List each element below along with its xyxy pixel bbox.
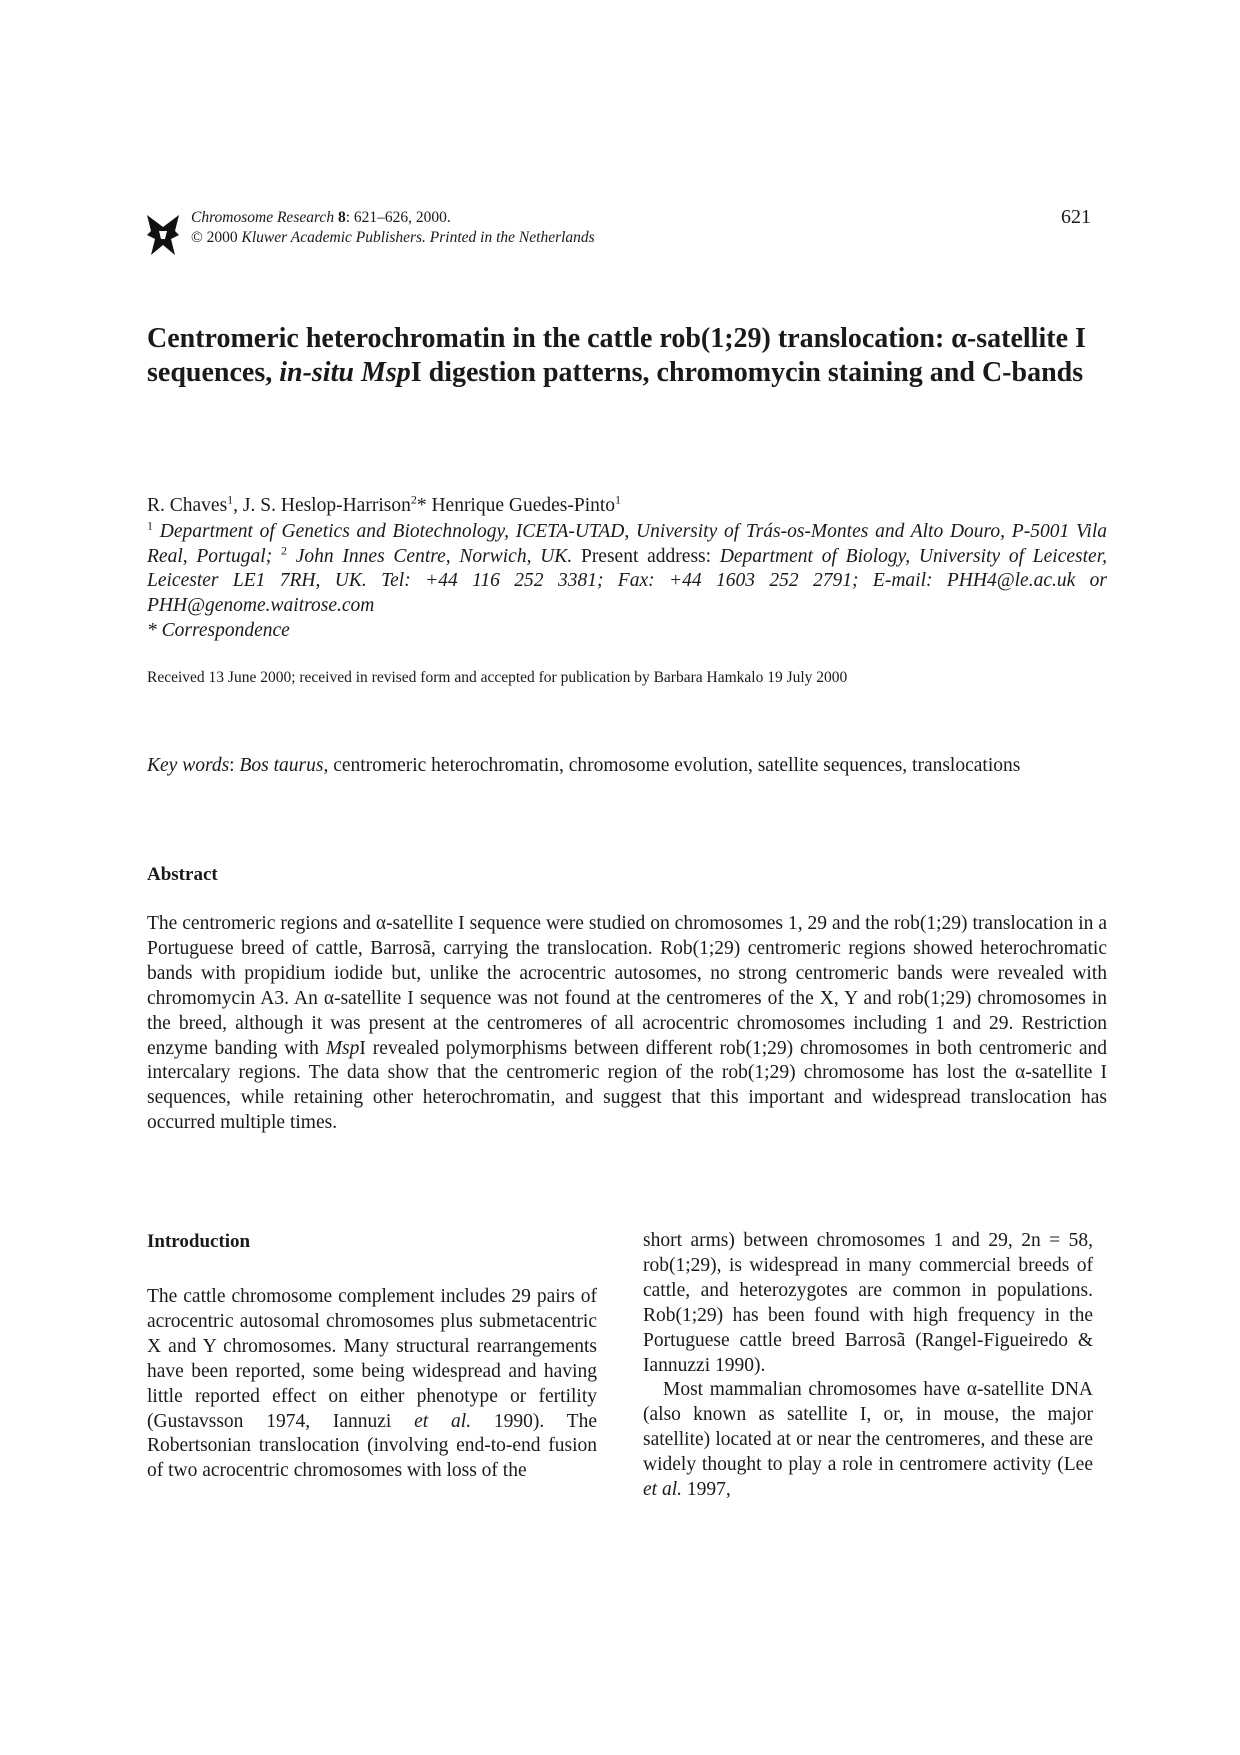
- journal-pages: : 621–626, 2000.: [345, 209, 451, 226]
- title-text-1: Centromeric heterochromatin in the cattle rob(1;29) translocation: α-satellite I sequences,: [147, 323, 1086, 388]
- author-sup: 1: [615, 492, 622, 507]
- page-number: 621: [1061, 206, 1091, 228]
- kluwer-logo-icon: [145, 213, 181, 257]
- correspondence-note: * Correspondence: [147, 620, 290, 641]
- abstract-part-1: The centromeric regions and α-satellite I sequence were studied on chromosomes 1, 29 and the rob(1;29) translocation in a Portuguese breed of cattle, Barrosã, carrying the translocation. Rob(1;29) centromeric regions showed heterochromatic bands with propidium iodide but, unlike the acrocentric autosomes, no strong centromeric bands were revealed with chromomycin A3. An α-satellite I sequence was not found at the centromeres of the X, Y and rob(1;29) chromosomes in the breed, although it was present at the centromeres of all acrocentric chromosomes including 1 and 29. Restriction enzyme banding with: [147, 913, 1107, 1059]
- affiliation-2: John Innes Centre, Norwich, UK.: [286, 545, 573, 567]
- keyword-species: Bos taurus: [239, 755, 324, 776]
- journal-name: Chromosome Research: [191, 209, 335, 226]
- copyright-symbol: ©: [191, 229, 203, 246]
- journal-volume: 8: [337, 209, 346, 226]
- affiliation-1: Department of Genetics and Biotechnology, ICETA-UTAD, University of Trás-os-Montes and Alto Douro, P-5001 Vila Real, Portugal;: [147, 521, 1107, 567]
- intro-text: The cattle chromosome complement includes 29 pairs of acrocentric autosomal chromosomes plus submetacentric X and Y chromosomes. Many structural rearrangements have been reported, some being widespread and having little reported effect on either phenotype or fertility (Gustavsson 1974, Iannuzi: [147, 1286, 597, 1432]
- intro-column-right: [643, 1229, 1093, 1503]
- abstract-part-2: I revealed polymorphisms between different rob(1;29) chromosomes in both centromeric and intercalary regions. The data show that the centromeric region of the rob(1;29) chromosome has lost the α-satellite I sequences, while retaining other heterochromatin, and suggest that this important and widespread translocation has occurred multiple times.: [147, 1037, 1107, 1134]
- intro-text: Most mammalian chromosomes have α-satellite DNA (also known as satellite I, or, in mouse, the major satellite) located at or near the centromeres, and these are widely thought to play a role in centromere activity (Lee: [643, 1379, 1093, 1476]
- intro-paragraph-2: [643, 1378, 1093, 1503]
- title-text-2: I digestion patterns, chromomycin staining and C-bands: [410, 357, 1084, 388]
- received-dates: Received 13 June 2000; received in revised form and accepted for publication by Barbara Hamkalo 19 July 2000: [147, 669, 848, 686]
- title-italic: in-situ Msp: [279, 357, 411, 388]
- copyright-year: 2000: [202, 229, 242, 246]
- intro-text: 1990). The Robertsonian translocation (involving end-to-end fusion of two acrocentric chromosomes with loss of the: [147, 1410, 597, 1482]
- affiliations: [147, 520, 1107, 618]
- affil-sup: 1: [147, 518, 153, 533]
- abstract-text: [147, 912, 1107, 1136]
- intro-paragraph-1: [147, 1285, 597, 1484]
- intro-column-left: [147, 1285, 597, 1484]
- introduction-heading: Introduction: [147, 1231, 251, 1252]
- et-al: et al.: [414, 1410, 472, 1432]
- author-sup: 2: [410, 492, 417, 507]
- author-list: [147, 494, 1107, 519]
- keywords-colon: :: [229, 755, 240, 776]
- article-title: [147, 322, 1107, 390]
- publisher: Kluwer Academic Publishers. Printed in the Netherlands: [241, 229, 595, 246]
- affil-sup: 2: [280, 543, 287, 557]
- author-guedes-pinto: * Henrique Guedes-Pinto: [416, 495, 616, 516]
- author-chaves: R. Chaves: [147, 495, 228, 516]
- keywords-label: Key words: [147, 755, 230, 776]
- present-address-label: Present address:: [572, 545, 720, 567]
- author-sup: 1: [227, 492, 234, 507]
- affiliation-3: Department of Biology, University of Leicester, Leicester LE1 7RH, UK. Tel: +44 116 252 3381; Fax: +44 1603 252 2791; E-mail: PHH4@le.ac.uk or PHH@genome.waitrose.com: [147, 545, 1107, 616]
- abstract-msp: Msp: [325, 1037, 360, 1059]
- abstract-heading: Abstract: [147, 864, 218, 885]
- intro-paragraph-1-cont: short arms) between chromosomes 1 and 29, 2n = 58, rob(1;29), is widespread in many commercial breeds of cattle, and heterozygotes are common in populations. Rob(1;29) has been found with high frequency in the Portuguese cattle breed Barrosã (Rangel-Figueiredo & Iannuzzi 1990).: [643, 1230, 1093, 1376]
- keywords-list: , centromeric heterochromatin, chromosome evolution, satellite sequences, translocations: [323, 755, 1021, 776]
- intro-text: 1997,: [682, 1479, 731, 1501]
- keywords: [147, 754, 1107, 779]
- et-al: et al.: [643, 1479, 682, 1501]
- journal-citation: [191, 208, 595, 248]
- author-heslop-harrison: , J. S. Heslop-Harrison: [233, 495, 411, 516]
